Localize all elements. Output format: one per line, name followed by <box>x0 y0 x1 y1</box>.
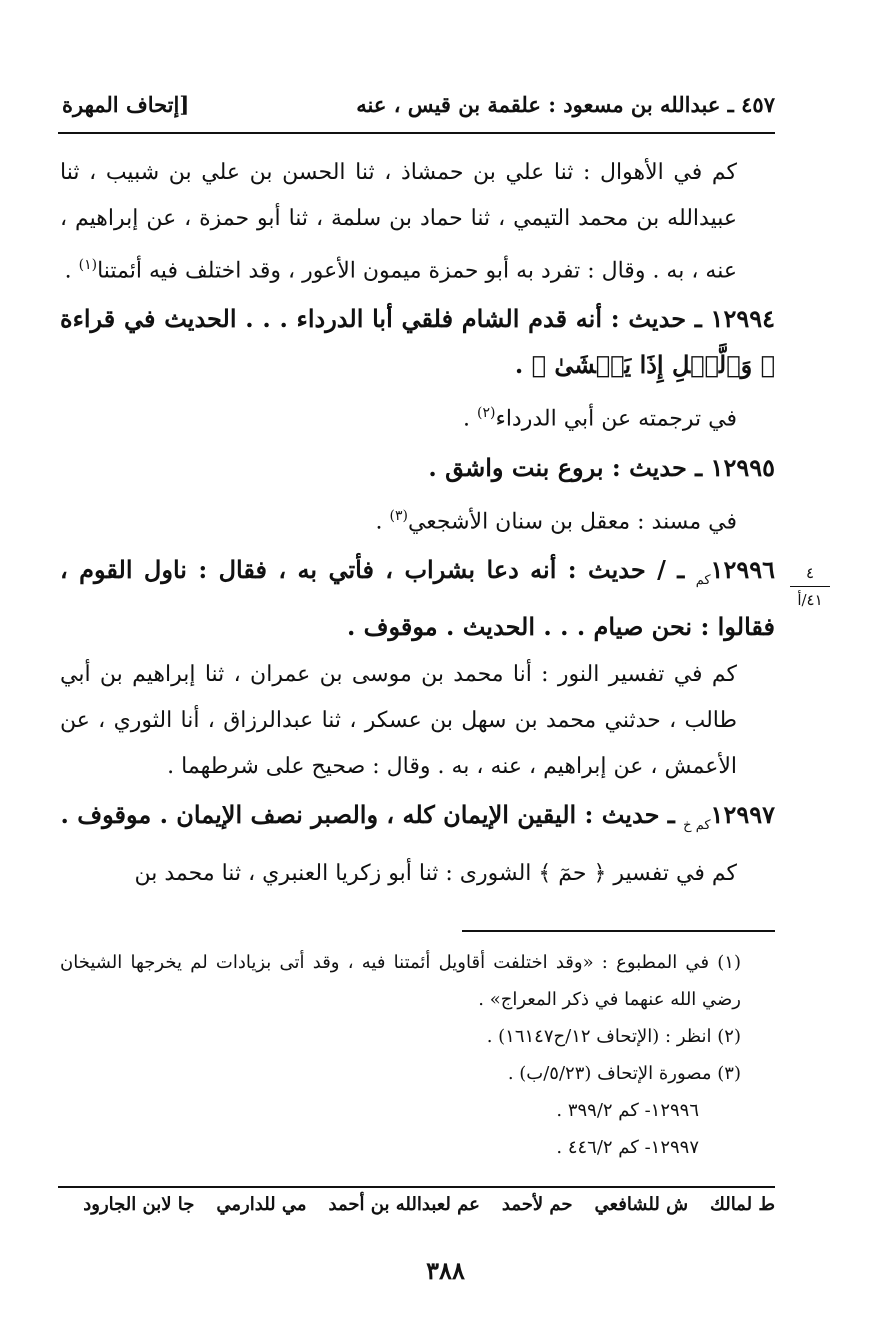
footnote-4: ١٢٩٩٦- كم ٣٩٩/٢ . <box>556 1100 699 1121</box>
footnote-ref-3: (٣) <box>389 507 408 524</box>
folio-top: ٤ <box>805 564 815 582</box>
header-chapter-title: ٤٥٧ ـ عبدالله بن مسعود : علقمة بن قيس ، عنه <box>356 91 775 117</box>
paragraph-hadith-chain-3: كم في تفسير ﴿ حمٓ ﴾ الشورى : ثنا أبو زكريا العنبري ، ثنا محمد بن <box>134 860 737 886</box>
paragraph-hadith-chain-2: كم في تفسير النور : أنا محمد بن موسى بن عمران ، ثنا إبراهيم بن أبي طالب ، حدثني محمد بن سهل بن عسكر ، ثنا عبدالرزاق ، أنا الثوري ، عن الأعمش ، عن إبراهيم ، عنه ، به . وقال : صحيح على شرطهما . <box>60 661 737 779</box>
footnote-1: (١) في المطبوع : «وقد اختلفت أقاويل أئمتنا فيه ، وقد أتى بزيادات لم يخرجها الشيخان رضي الله عنهما في ذكر المعراج» . <box>60 952 741 1010</box>
footnote-ref-2: (٢) <box>477 405 496 422</box>
abbreviation-item: عم لعبدالله بن أحمد <box>328 1194 480 1215</box>
footnote-5: ١٢٩٩٧- كم ٤٤٦/٢ . <box>556 1137 699 1158</box>
abbreviation-divider <box>58 1186 775 1188</box>
hadith-number: ١٢٩٩٧ <box>710 799 775 829</box>
footnote-divider <box>462 930 775 932</box>
header-book-title: [إتحاف المهرة <box>62 91 190 117</box>
hadith-entry-12995: ١٢٩٩٥ ـ حديث : بروع بنت واشق . <box>428 452 775 482</box>
hadith-number: ١٢٩٩٦ <box>710 554 775 584</box>
paragraph-hadith-chain-1: كم في الأهوال : ثنا علي بن حمشاذ ، ثنا الحسن بن علي بن شبيب ، ثنا عبيدالله بن محمد التيمي ، ثنا حماد بن سلمة ، ثنا أبو حمزة ، عن إبراهيم ، عنه ، به . وقال : تفرد به أبو حمزة ميمون الأعور ، وقد اختلف فيه أئمتنا$^{(١)}$ . <box>60 160 737 284</box>
footnote-3: (٣) مصورة الإتحاف (٥/٢٣/ب) . <box>507 1063 741 1084</box>
abbreviation-item: مي للدارمي <box>216 1194 307 1215</box>
running-header <box>62 84 775 124</box>
source-siglum: كم <box>695 572 711 588</box>
abbreviation-item: ش للشافعي <box>594 1194 689 1215</box>
source-siglum: كم خ <box>683 817 711 833</box>
footnotes <box>60 944 751 1166</box>
hadith-entry-12996: $١٢٩٩٦_{كم}$ ـ / حديث : أنه دعا بشراب ، فأتي به ، فقال : ناول القوم ، فقالوا : نحن صيام . . . الحديث . موقوف . <box>60 554 775 641</box>
abbreviation-item: ط لمالك <box>710 1194 775 1215</box>
hadith-number: ١٢٩٩٤ <box>710 304 775 334</box>
page-number: ٣٨٨ <box>426 1256 465 1285</box>
main-text <box>60 150 775 899</box>
paragraph-source-1: في ترجمته عن أبي الدرداء$^{(٢)}$ . <box>463 405 737 432</box>
abbreviation-item: جا لابن الجارود <box>83 1194 195 1215</box>
footnote-2: (٢) انظر : (الإتحاف ١٢/ح١٦١٤٧) . <box>486 1026 741 1047</box>
abbreviation-legend <box>62 1194 775 1228</box>
quran-verse: ﴿ وَٱلَّيۡلِ إِذَا يَغۡشَىٰ ﴾ <box>531 350 775 380</box>
footnote-ref-1: (١) <box>78 257 98 273</box>
manuscript-folio-marker <box>786 562 834 611</box>
paragraph-source-2: في مسند : معقل بن سنان الأشجعي$^{(٣)}$ . <box>375 507 737 534</box>
folio-divider <box>790 586 830 587</box>
hadith-entry-12994: ١٢٩٩٤ ـ حديث : أنه قدم الشام فلقي أبا الدرداء . . . الحديث في قراءة ﴿ وَٱلَّيۡلِ إِذَا يَغۡشَىٰ ﴾ . <box>60 304 775 380</box>
abbreviation-item: حم لأحمد <box>501 1194 573 1215</box>
header-divider <box>58 132 775 134</box>
folio-bottom: ٤١/أ <box>797 591 823 609</box>
hadith-entry-12997: $١٢٩٩٧_{كم خ}$ ـ حديث : اليقين الإيمان كله ، والصبر نصف الإيمان . موقوف . <box>60 799 775 833</box>
hadith-number: ١٢٩٩٥ <box>710 452 775 482</box>
